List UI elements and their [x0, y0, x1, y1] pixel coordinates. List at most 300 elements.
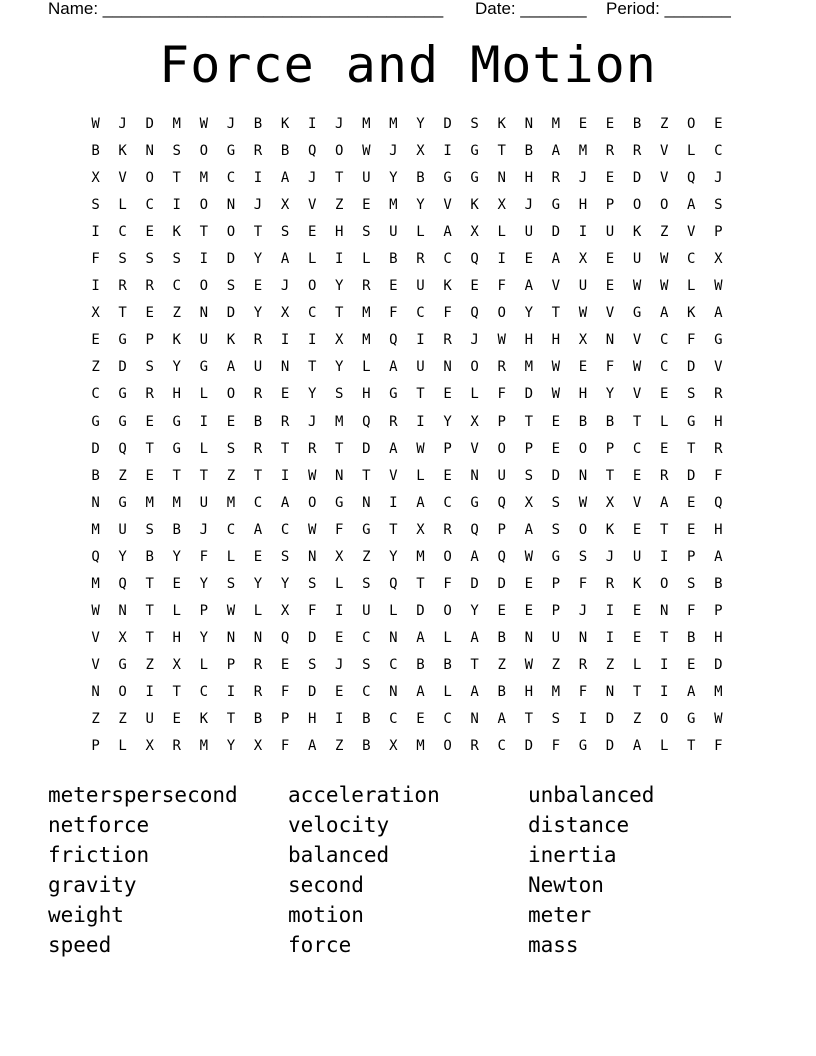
grid-cell: M [91, 521, 100, 538]
grid-cell: I [578, 224, 588, 241]
grid-row [82, 381, 732, 408]
grid-cell: X [714, 251, 723, 268]
grid-cell: T [524, 413, 533, 430]
grid-cell: B [362, 738, 371, 755]
grid-row [82, 165, 732, 192]
grid-cell: F [578, 683, 588, 700]
grid-cell: T [253, 224, 263, 241]
grid-cell: X [416, 521, 425, 538]
grid-cell: I [659, 548, 669, 565]
grid-cell: E [687, 521, 696, 538]
grid-cell: Z [659, 116, 669, 132]
grid-cell: V [389, 467, 398, 484]
grid-cell: O [443, 738, 452, 755]
grid-cell: M [145, 494, 154, 511]
grid-cell: T [470, 656, 479, 673]
grid-cell: T [632, 683, 642, 700]
grid-cell: B [91, 143, 100, 160]
grid-cell: C [443, 494, 452, 511]
grid-cell: J [307, 170, 317, 187]
grid-cell: U [118, 521, 127, 538]
grid-cell: C [280, 521, 290, 538]
grid-cell: S [687, 386, 696, 403]
grid-cell: S [714, 197, 723, 214]
grid-cell: S [172, 143, 181, 160]
grid-cell: R [118, 278, 127, 295]
grid-cell: W [578, 494, 588, 511]
grid-row [82, 463, 732, 490]
grid-cell: B [687, 629, 696, 646]
word-bank-item: motion [288, 903, 364, 927]
grid-cell: L [253, 602, 263, 619]
grid-cell: Y [172, 359, 181, 376]
grid-cell: J [226, 116, 236, 132]
grid-cell: N [91, 683, 100, 700]
grid-cell: W [416, 440, 425, 457]
grid-cell: M [416, 548, 425, 565]
grid-cell: O [632, 197, 642, 214]
grid-cell: G [389, 386, 398, 403]
grid-row [82, 327, 732, 354]
grid-cell: N [605, 332, 615, 349]
grid-cell: R [551, 170, 561, 187]
grid-cell: A [524, 278, 533, 295]
grid-cell: R [145, 278, 154, 295]
grid-cell: Y [335, 278, 344, 295]
grid-cell: A [497, 711, 506, 728]
word-bank-item: gravity [48, 873, 137, 897]
grid-cell: U [416, 359, 425, 376]
grid-cell: W [199, 116, 209, 132]
grid-cell: W [632, 278, 642, 295]
grid-cell: E [335, 683, 344, 700]
grid-cell: T [416, 386, 425, 403]
grid-cell: Z [118, 467, 127, 484]
grid-cell: E [172, 711, 181, 728]
grid-cell: Z [118, 711, 127, 728]
grid-cell: U [578, 278, 588, 295]
word-bank-item: friction [48, 843, 150, 867]
grid-cell: D [307, 683, 317, 700]
grid-row [82, 219, 732, 246]
grid-cell: R [253, 386, 263, 403]
grid-cell: Q [389, 332, 398, 349]
grid-cell: S [362, 656, 371, 673]
grid-cell: F [91, 251, 100, 268]
grid-cell: S [578, 548, 588, 565]
grid-cell: Z [659, 224, 669, 241]
grid-cell: W [714, 711, 723, 728]
grid-cell: B [497, 683, 506, 700]
grid-cell: F [389, 305, 398, 322]
grid-cell: G [118, 656, 127, 673]
grid-cell: P [714, 224, 723, 241]
grid-cell: Z [362, 548, 371, 565]
grid-cell: Z [632, 711, 642, 728]
grid-cell: D [497, 575, 506, 592]
grid-cell: P [280, 711, 290, 728]
grid-cell: E [497, 602, 506, 619]
grid-cell: G [470, 170, 479, 187]
grid-cell: W [524, 656, 533, 673]
grid-cell: N [659, 602, 669, 619]
grid-cell: H [335, 224, 344, 241]
grid-cell: M [389, 197, 398, 214]
grid-cell: G [118, 332, 127, 349]
grid-cell: T [199, 224, 209, 241]
grid-cell: A [416, 629, 425, 646]
grid-cell: N [578, 629, 588, 646]
grid-cell: G [91, 413, 100, 430]
grid-cell: I [145, 683, 154, 700]
grid-cell: W [632, 359, 642, 376]
grid-cell: S [470, 116, 479, 132]
grid-cell: L [416, 224, 425, 241]
grid-cell: R [714, 386, 723, 403]
grid-cell: I [335, 251, 344, 268]
grid-cell: R [253, 683, 263, 700]
grid-cell: H [172, 629, 181, 646]
grid-cell: O [659, 575, 669, 592]
grid-cell: O [443, 548, 452, 565]
grid-cell: U [389, 224, 398, 241]
grid-cell: P [605, 440, 615, 457]
grid-cell: P [443, 440, 452, 457]
grid-cell: B [714, 575, 723, 592]
grid-cell: M [714, 683, 723, 700]
grid-cell: G [118, 386, 127, 403]
grid-cell: A [389, 359, 398, 376]
grid-cell: A [226, 359, 236, 376]
grid-row [82, 436, 732, 463]
grid-cell: E [605, 116, 615, 132]
grid-cell: Q [687, 170, 696, 187]
grid-row [82, 273, 732, 300]
grid-row [82, 111, 732, 138]
word-bank-item: Newton [528, 873, 604, 897]
grid-cell: Y [253, 575, 263, 592]
grid-cell: R [253, 440, 263, 457]
grid-cell: C [253, 494, 263, 511]
grid-cell: L [389, 602, 398, 619]
grid-cell: O [226, 224, 236, 241]
grid-cell: E [145, 305, 154, 322]
grid-cell: D [470, 575, 479, 592]
grid-cell: D [362, 440, 371, 457]
grid-cell: M [226, 494, 236, 511]
grid-cell: E [416, 711, 425, 728]
grid-cell: T [605, 467, 615, 484]
grid-cell: U [551, 629, 561, 646]
grid-cell: C [172, 278, 181, 295]
grid-cell: N [443, 359, 452, 376]
grid-cell: J [578, 170, 588, 187]
grid-cell: C [443, 711, 452, 728]
grid-cell: T [145, 602, 154, 619]
grid-cell: V [91, 629, 100, 646]
grid-cell: C [389, 656, 398, 673]
grid-cell: D [307, 629, 317, 646]
grid-cell: H [714, 629, 723, 646]
grid-cell: B [253, 116, 263, 132]
grid-cell: I [91, 224, 100, 241]
grid-cell: S [226, 575, 236, 592]
grid-cell: K [226, 332, 236, 349]
grid-cell: X [497, 197, 506, 214]
grid-cell: I [335, 711, 344, 728]
grid-cell: C [659, 359, 669, 376]
grid-cell: B [632, 116, 642, 132]
word-bank-item: mass [528, 933, 579, 957]
grid-cell: N [470, 711, 479, 728]
grid-cell: R [416, 251, 425, 268]
grid-cell: X [605, 494, 615, 511]
grid-cell: I [605, 629, 615, 646]
grid-cell: Z [605, 656, 615, 673]
grid-cell: P [497, 521, 506, 538]
grid-cell: G [118, 413, 127, 430]
grid-cell: A [443, 224, 452, 241]
grid-cell: X [470, 413, 479, 430]
grid-cell: Y [416, 116, 425, 132]
grid-cell: F [443, 575, 452, 592]
grid-cell: Y [443, 413, 452, 430]
grid-cell: E [145, 413, 154, 430]
grid-cell: S [145, 359, 154, 376]
grid-cell: Y [470, 602, 479, 619]
grid-cell: Q [497, 494, 506, 511]
grid-cell: A [470, 629, 479, 646]
grid-cell: V [632, 494, 642, 511]
grid-cell: L [470, 386, 479, 403]
grid-cell: L [497, 224, 506, 241]
grid-cell: X [91, 305, 100, 322]
grid-cell: D [551, 467, 561, 484]
grid-cell: Z [91, 359, 100, 376]
grid-cell: F [714, 467, 723, 484]
grid-cell: L [659, 413, 669, 430]
grid-cell: D [118, 359, 127, 376]
grid-cell: P [551, 602, 561, 619]
grid-cell: C [307, 305, 317, 322]
grid-cell: D [226, 305, 236, 322]
grid-cell: I [659, 683, 669, 700]
grid-row [82, 679, 732, 706]
grid-cell: M [199, 170, 209, 187]
grid-cell: N [389, 629, 398, 646]
grid-cell: B [280, 143, 290, 160]
grid-cell: H [714, 413, 723, 430]
word-bank-item: weight [48, 903, 124, 927]
grid-cell: X [172, 656, 181, 673]
grid-cell: K [280, 116, 290, 132]
grid-cell: C [659, 332, 669, 349]
grid-cell: D [605, 711, 615, 728]
grid-cell: S [551, 521, 561, 538]
grid-cell: L [659, 738, 669, 755]
grid-cell: P [199, 602, 209, 619]
grid-cell: S [91, 197, 100, 214]
grid-cell: V [307, 197, 317, 214]
grid-cell: M [199, 738, 209, 755]
grid-cell: S [226, 278, 236, 295]
grid-cell: T [687, 440, 696, 457]
grid-cell: Y [199, 575, 209, 592]
grid-cell: L [416, 467, 425, 484]
grid-cell: R [389, 413, 398, 430]
grid-cell: X [524, 494, 533, 511]
grid-cell: P [226, 656, 236, 673]
grid-cell: Q [362, 413, 371, 430]
grid-cell: C [389, 711, 398, 728]
grid-cell: F [578, 575, 588, 592]
grid-cell: E [335, 629, 344, 646]
grid-cell: U [253, 359, 263, 376]
grid-cell: I [172, 197, 181, 214]
grid-cell: W [659, 251, 669, 268]
grid-cell: V [714, 359, 723, 376]
grid-cell: W [307, 521, 317, 538]
grid-cell: F [687, 332, 696, 349]
grid-cell: M [389, 116, 398, 132]
grid-cell: S [362, 575, 371, 592]
grid-cell: F [199, 548, 209, 565]
grid-cell: G [226, 143, 236, 160]
grid-cell: W [91, 602, 100, 619]
grid-cell: S [307, 575, 317, 592]
grid-cell: E [524, 575, 533, 592]
grid-cell: C [416, 305, 425, 322]
grid-cell: U [497, 467, 506, 484]
grid-cell: R [307, 440, 317, 457]
grid-cell: O [226, 386, 236, 403]
grid-row [82, 733, 732, 760]
grid-cell: A [280, 170, 290, 187]
word-bank [48, 780, 768, 960]
grid-cell: F [443, 305, 452, 322]
grid-cell: U [416, 278, 425, 295]
word-bank-item: force [288, 933, 352, 957]
grid-cell: T [687, 738, 696, 755]
grid-cell: C [497, 738, 506, 755]
grid-cell: N [335, 467, 344, 484]
grid-cell: D [443, 116, 452, 132]
grid-cell: G [172, 413, 181, 430]
grid-cell: M [416, 738, 425, 755]
grid-cell: E [687, 494, 696, 511]
grid-cell: E [362, 197, 371, 214]
grid-cell: R [253, 332, 263, 349]
grid-cell: G [362, 521, 371, 538]
word-bank-item: balanced [288, 843, 390, 867]
grid-cell: O [578, 521, 588, 538]
grid-cell: Y [389, 548, 398, 565]
grid-cell: U [145, 711, 154, 728]
grid-cell: Y [226, 738, 236, 755]
grid-cell: E [659, 386, 669, 403]
grid-cell: G [687, 711, 696, 728]
grid-cell: S [226, 440, 236, 457]
grid-cell: B [91, 467, 100, 484]
grid-cell: I [280, 467, 290, 484]
grid-cell: J [335, 656, 344, 673]
word-bank-item: velocity [288, 813, 390, 837]
date-field-label[interactable]: Date: _______ [475, 0, 587, 18]
grid-cell: A [659, 305, 669, 322]
grid-cell: C [145, 197, 154, 214]
grid-cell: B [416, 656, 425, 673]
grid-cell: X [578, 251, 588, 268]
grid-cell: R [714, 440, 723, 457]
grid-cell: V [659, 170, 669, 187]
period-field-label[interactable]: Period: _______ [606, 0, 731, 18]
grid-cell: F [335, 521, 344, 538]
grid-row [82, 192, 732, 219]
grid-cell: B [605, 413, 615, 430]
grid-cell: T [659, 629, 669, 646]
grid-cell: H [551, 332, 561, 349]
grid-cell: E [714, 116, 723, 132]
grid-cell: L [335, 575, 344, 592]
grid-cell: C [362, 683, 371, 700]
grid-cell: X [280, 602, 290, 619]
grid-cell: Y [253, 251, 263, 268]
grid-cell: Q [307, 143, 317, 160]
grid-cell: A [632, 738, 642, 755]
grid-cell: V [659, 143, 669, 160]
grid-cell: U [605, 224, 615, 241]
grid-cell: T [118, 305, 127, 322]
grid-cell: V [443, 197, 452, 214]
grid-cell: W [578, 305, 588, 322]
grid-cell: O [199, 278, 209, 295]
grid-cell: G [578, 738, 588, 755]
grid-cell: X [280, 305, 290, 322]
grid-cell: B [145, 548, 154, 565]
grid-cell: U [632, 548, 642, 565]
grid-cell: I [335, 602, 344, 619]
grid-cell: R [470, 738, 479, 755]
grid-cell: E [632, 629, 642, 646]
grid-cell: T [253, 467, 263, 484]
grid-cell: S [280, 548, 290, 565]
grid-cell: K [632, 224, 642, 241]
grid-cell: T [307, 359, 317, 376]
grid-cell: H [714, 521, 723, 538]
grid-cell: D [524, 386, 533, 403]
grid-cell: P [714, 602, 723, 619]
grid-cell: I [578, 711, 588, 728]
grid-cell: J [578, 602, 588, 619]
grid-row [82, 490, 732, 517]
grid-cell: G [551, 548, 561, 565]
grid-cell: M [335, 413, 344, 430]
grid-cell: H [307, 711, 317, 728]
name-field-label[interactable]: Name: ____________________________________ [48, 0, 444, 18]
grid-cell: J [118, 116, 127, 132]
grid-cell: Y [389, 170, 398, 187]
grid-cell: W [659, 278, 669, 295]
grid-cell: C [226, 170, 236, 187]
grid-cell: M [524, 359, 533, 376]
grid-cell: C [91, 386, 100, 403]
grid-cell: A [714, 548, 723, 565]
grid-cell: H [524, 683, 533, 700]
grid-cell: B [497, 629, 506, 646]
grid-cell: U [199, 332, 209, 349]
word-bank-item: acceleration [288, 783, 440, 807]
grid-cell: A [687, 683, 696, 700]
